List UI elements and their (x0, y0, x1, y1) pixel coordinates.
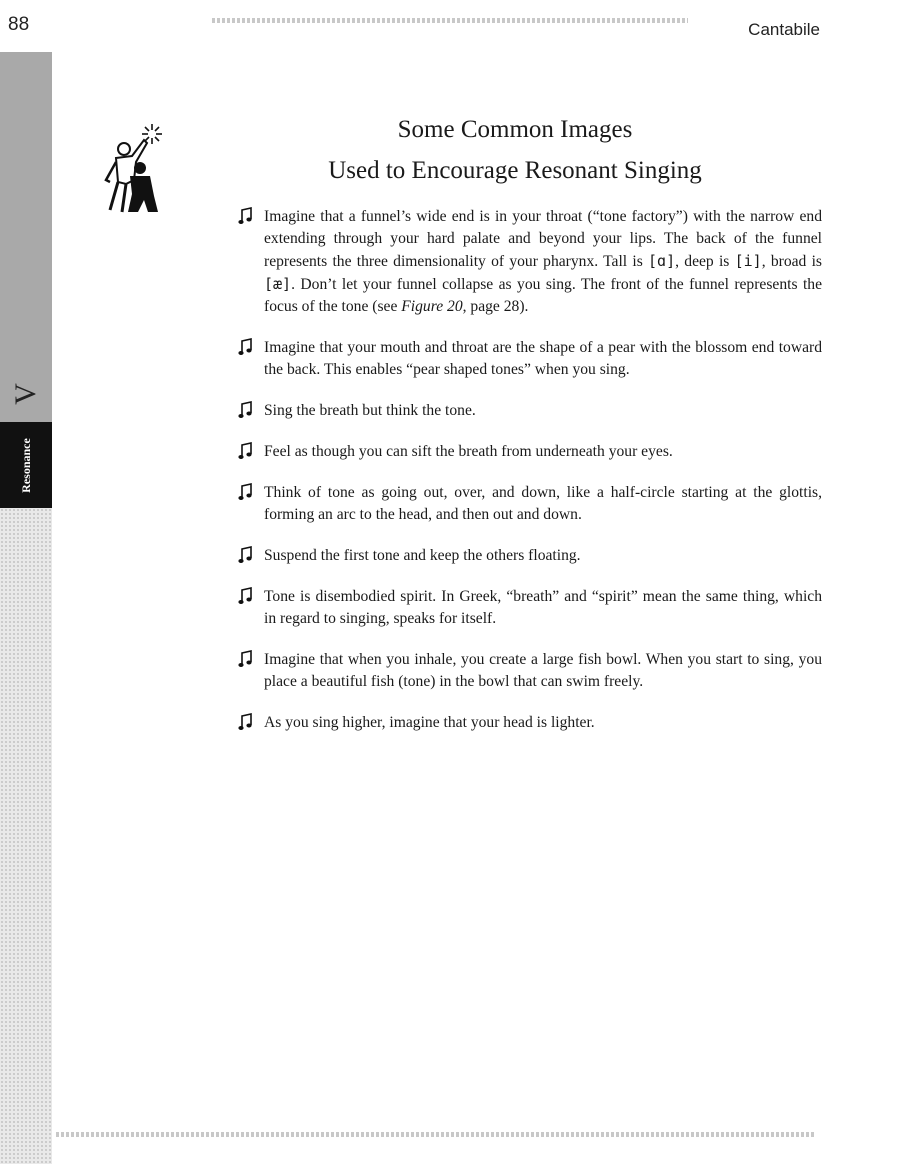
list-item (236, 337, 822, 381)
ipa-symbol: [i] (734, 252, 762, 270)
section-numeral-text: V (8, 383, 42, 405)
music-note-icon (238, 650, 252, 668)
music-note-icon (238, 442, 252, 460)
imagery-list (236, 206, 822, 753)
music-note-icon (238, 483, 252, 501)
list-item (236, 441, 822, 463)
list-item (236, 482, 822, 526)
music-note-icon (238, 587, 252, 605)
list-item (236, 712, 822, 734)
list-item (236, 206, 822, 318)
section-numeral (0, 372, 52, 416)
item-text: Tone is disembodied spirit. In Greek, “breath” and “spirit” mean the same thing, which in regard to singing, speaks for itself. (264, 588, 822, 627)
item-text-part: . Don’t let your funnel collapse as you sing. The front of the funnel represents the focus of the tone (see (264, 276, 822, 315)
music-note-icon (238, 338, 252, 356)
list-item (236, 586, 822, 630)
list-item (236, 545, 822, 567)
page-number: 88 (8, 14, 30, 35)
header-rule (212, 18, 688, 23)
music-note-icon (238, 401, 252, 419)
page-title-line-2: Used to Encourage Resonant Singing (328, 157, 702, 184)
item-text: Imagine that when you inhale, you create a large fish bowl. When you start to sing, you place a beautiful fish (tone) in the bowl that can swim freely. (264, 651, 822, 690)
ipa-symbol: [æ] (264, 275, 292, 293)
music-note-icon (238, 713, 252, 731)
item-text-part: , deep is (675, 253, 735, 270)
music-note-icon (238, 546, 252, 564)
footer-rule (56, 1132, 816, 1137)
figure-reference: Figure 20 (401, 298, 463, 315)
item-text-part: , broad is (761, 253, 822, 270)
running-head: Cantabile (748, 20, 820, 39)
item-text-part: Imagine that a funnel’s wide end is in your throat (“tone factory”) with the narrow end extending through your hard palate and beyond your lips. The back of the funnel represents the three dimensionality of your pharynx. Tall is (264, 208, 822, 270)
page-number-box (0, 0, 52, 52)
item-text-part: , page 28). (462, 298, 529, 315)
item-text: As you sing higher, imagine that your head is lighter. (264, 714, 595, 731)
item-text: Suspend the first tone and keep the others floating. (264, 547, 581, 564)
singers-illustration-icon (96, 122, 168, 218)
chapter-tab-bar (0, 52, 52, 422)
list-item (236, 400, 822, 422)
list-item (236, 649, 822, 693)
item-text: Imagine that your mouth and throat are the shape of a pear with the blossom end toward the back. This enables “pear shaped tones” when you sing. (264, 339, 822, 378)
page-title-line-1: Some Common Images (397, 116, 633, 143)
item-text: Sing the breath but think the tone. (264, 402, 476, 419)
section-tab (0, 422, 52, 508)
music-note-icon (238, 207, 252, 225)
item-text: Feel as though you can sift the breath from underneath your eyes. (264, 443, 673, 460)
ipa-symbol: [ɑ] (648, 252, 676, 270)
section-tab-label: Resonance (18, 437, 33, 493)
item-text: Think of tone as going out, over, and down, like a half-circle starting at the glottis, forming an arc to the head, and then out and down. (264, 484, 822, 523)
